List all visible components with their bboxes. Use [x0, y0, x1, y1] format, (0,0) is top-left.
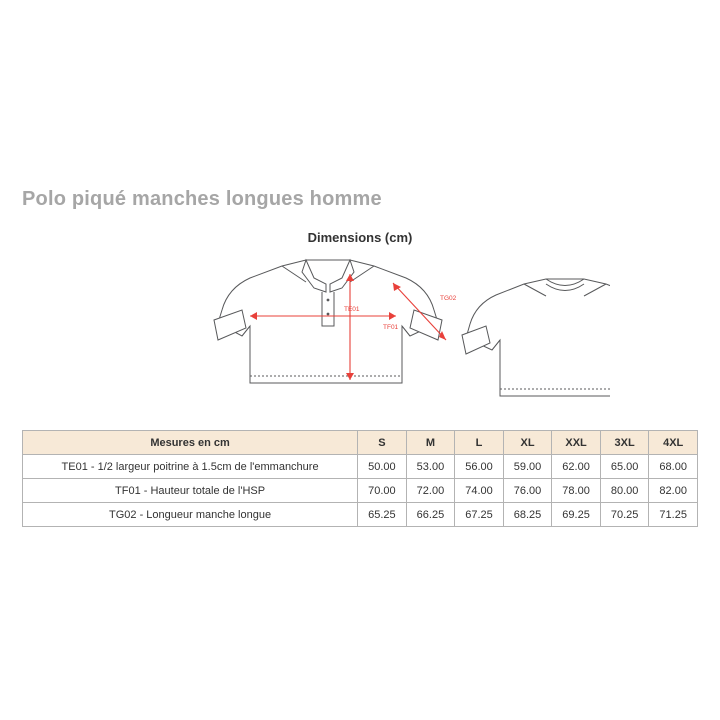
polo-back-view	[462, 279, 610, 396]
cell-tg02-xxl: 69.25	[552, 503, 601, 527]
cell-tf01-s: 70.00	[358, 479, 407, 503]
size-table-header	[23, 431, 698, 455]
cell-tf01-xxl: 78.00	[552, 479, 601, 503]
cell-tf01-l: 74.00	[455, 479, 504, 503]
garment-diagram	[110, 248, 610, 423]
size-table	[22, 430, 698, 527]
cell-tg02-xl: 68.25	[503, 503, 552, 527]
column-header-size-3xl: 3XL	[600, 431, 649, 455]
column-header-size-m: M	[406, 431, 455, 455]
dimensions-heading: Dimensions (cm)	[307, 230, 413, 245]
page-title: Polo piqué manches longues homme	[22, 188, 382, 210]
cell-tf01-3xl: 80.00	[600, 479, 649, 503]
cell-te01-3xl: 65.00	[600, 455, 649, 479]
callout-te01-label: TE01	[344, 306, 360, 313]
column-header-measure: Mesures en cm	[23, 431, 358, 455]
polo-front-view	[214, 260, 442, 383]
cell-te01-xxl: 62.00	[552, 455, 601, 479]
cell-tg02-m: 66.25	[406, 503, 455, 527]
cell-te01-m: 53.00	[406, 455, 455, 479]
callout-tf01-label: TF01	[383, 324, 399, 331]
cell-tf01-xl: 76.00	[503, 479, 552, 503]
size-table-body	[23, 455, 698, 527]
table-header-row	[23, 431, 698, 455]
cell-te01-s: 50.00	[358, 455, 407, 479]
cell-tg02-s: 65.25	[358, 503, 407, 527]
cell-tf01-m: 72.00	[406, 479, 455, 503]
row-label-te01: TE01 - 1/2 largeur poitrine à 1.5cm de l'emmanchure	[23, 455, 358, 479]
cell-te01-l: 56.00	[455, 455, 504, 479]
column-header-size-s: S	[358, 431, 407, 455]
row-label-tf01: TF01 - Hauteur totale de l'HSP	[23, 479, 358, 503]
column-header-size-l: L	[455, 431, 504, 455]
table-row	[23, 503, 698, 527]
cell-te01-xl: 59.00	[503, 455, 552, 479]
table-row	[23, 479, 698, 503]
cell-tg02-l: 67.25	[455, 503, 504, 527]
cell-tf01-4xl: 82.00	[649, 479, 698, 503]
cell-te01-4xl: 68.00	[649, 455, 698, 479]
column-header-size-xxl: XXL	[552, 431, 601, 455]
column-header-size-xl: XL	[503, 431, 552, 455]
table-row	[23, 455, 698, 479]
cell-tg02-4xl: 71.25	[649, 503, 698, 527]
callout-tg02-label: TG02	[440, 295, 457, 302]
cell-tg02-3xl: 70.25	[600, 503, 649, 527]
row-label-tg02: TG02 - Longueur manche longue	[23, 503, 358, 527]
column-header-size-4xl: 4XL	[649, 431, 698, 455]
